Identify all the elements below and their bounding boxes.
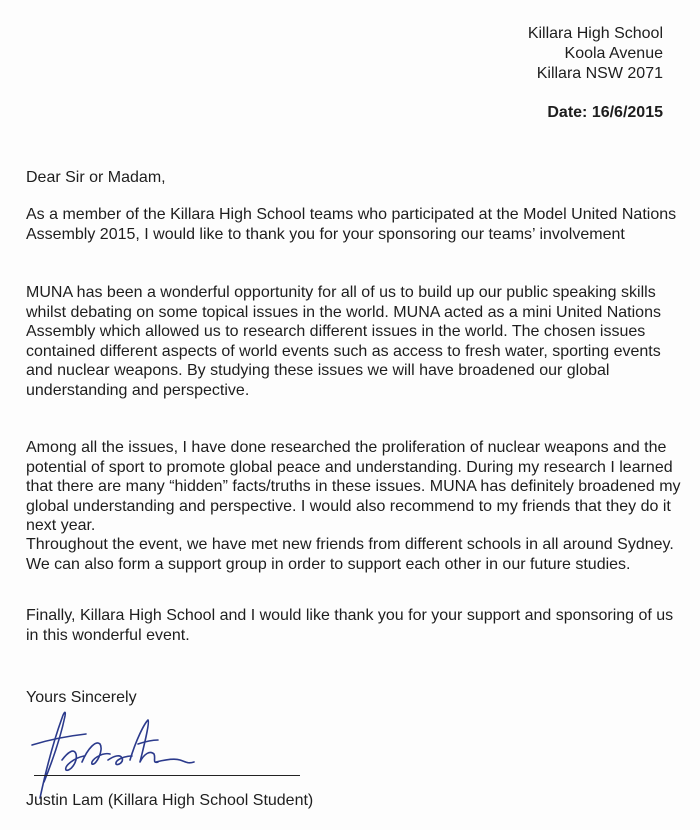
paragraph-research: Among all the issues, I have done researched the proliferation of nuclear weapons and the potential of sport to promote global peace and understanding. During my research I learned that there are many “hidden” facts/truths in these issues. MUNA has definitely broadened my global understanding and perspective. I would also recommend to my friends that they do it next year.	[26, 439, 681, 534]
paragraph-muna-opportunity: MUNA has been a wonderful opportunity for all of us to build up our public speaking skills whilst debating on some topical issues in the world. MUNA acted as a mini United Nations Assembly which allowed us to research different issues in the world. The chosen issues contained different aspects of world events such as access to fresh water, sporting events and nuclear weapons. By studying these issues we will have broadened our global understanding and perspective.	[26, 284, 661, 399]
closing: Yours Sincerely	[26, 689, 137, 706]
paragraph-thanks: Finally, Killara High School and I would like thank you for your support and sponsoring of us in this wonderful event.	[26, 607, 674, 644]
paragraph-friends: Throughout the event, we have met new friends from different schools in all around Sydney. We can also form a support group in order to support each other in our future studies.	[26, 536, 674, 573]
salutation: Dear Sir or Madam,	[26, 169, 166, 186]
signature-line	[34, 775, 300, 776]
sender-address	[528, 24, 663, 84]
handwritten-signature	[18, 700, 318, 800]
address-line-street: Koola Avenue	[564, 45, 663, 62]
letter-date: Date: 16/6/2015	[547, 104, 663, 121]
address-line-school: Killara High School	[527, 25, 663, 42]
address-line-suburb: Killara NSW 2071	[536, 65, 663, 82]
paragraph-intro: As a member of the Killara High School teams who participated at the Model United Nations Assembly 2015, I would like to thank you for your sponsoring our teams’ involvement	[26, 206, 677, 243]
signatory-name: Justin Lam (Killara High School Student)	[26, 792, 314, 809]
